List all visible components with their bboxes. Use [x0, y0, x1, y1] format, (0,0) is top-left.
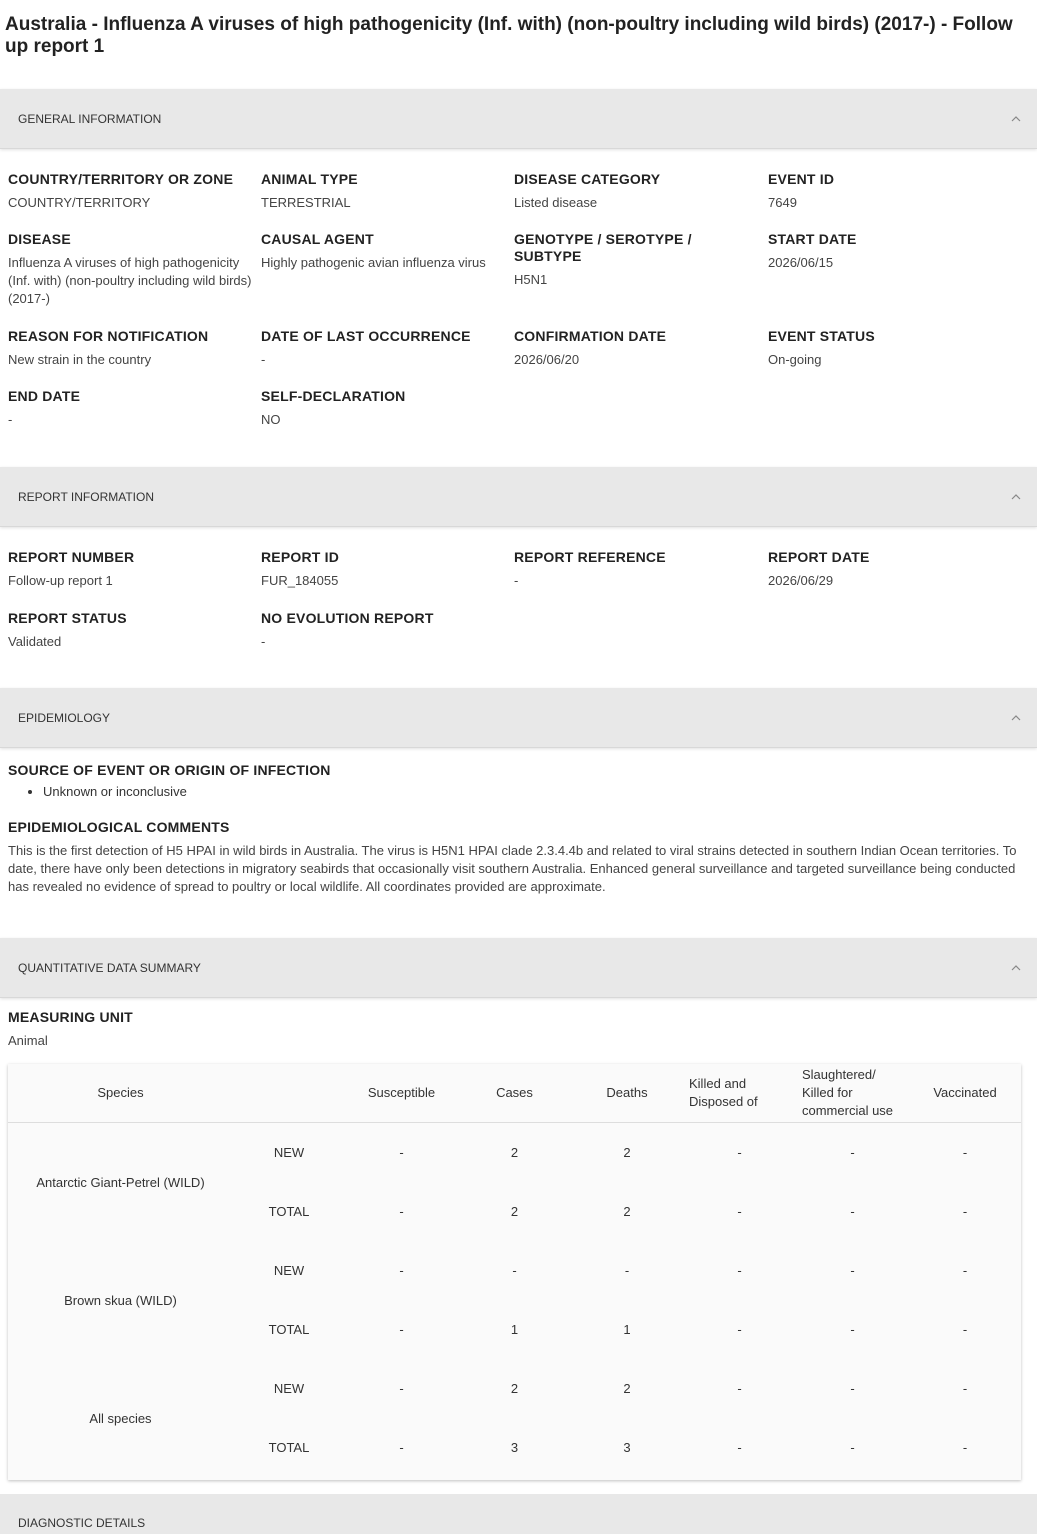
row-type-cell: TOTAL — [268, 1440, 310, 1455]
section-title: DIAGNOSTIC DETAILS — [18, 1516, 146, 1530]
vaccinated-cell: - — [962, 1145, 968, 1160]
chevron-up-icon — [1009, 711, 1023, 725]
field-report-number: REPORT NUMBER Follow-up report 1 — [8, 549, 135, 588]
epidemiological-comments-text: This is the first detection of H5 HPAI in wild birds in Australia. The virus is H5N1 HPAI clade 2.3.4.4b and related to viral strains detected in southern Indian Ocean territories. To date, there have only been detections in migratory seabirds that occasionally visit southern Australia. Enhanced general surveillance and targeted surveillance being conducted has revealed no evidence of spread to poultry or local wildlife. All coordinates provided are approximate. — [8, 843, 1017, 894]
field-end-date: END DATE - — [8, 388, 81, 427]
quantitative-data-table — [8, 1064, 1021, 1477]
section-title: REPORT INFORMATION — [18, 489, 155, 504]
field-self-declaration: SELF-DECLARATION NO — [261, 388, 406, 427]
killed-disposed-cell: - — [737, 1322, 742, 1337]
section-title: GENERAL INFORMATION — [18, 111, 162, 126]
killed-disposed-cell: - — [737, 1145, 742, 1160]
field-confirmation-date: CONFIRMATION DATE 2026/06/20 — [514, 328, 667, 367]
killed-disposed-cell: - — [737, 1440, 742, 1455]
deaths-cell: 2 — [623, 1145, 631, 1160]
chevron-up-icon — [1009, 961, 1023, 975]
deaths-cell: 2 — [623, 1204, 631, 1219]
field-measuring-unit: MEASURING UNIT Animal — [8, 1009, 133, 1048]
section-header-quantitative-data-summary[interactable] — [0, 938, 1037, 998]
deaths-cell: - — [624, 1263, 630, 1278]
row-type-cell: TOTAL — [268, 1322, 310, 1337]
field-genotype-serotype-subtype: GENOTYPE / SEROTYPE / SUBTYPE H5N1 — [514, 231, 692, 287]
vaccinated-cell: - — [962, 1440, 968, 1455]
slaughtered-cell: - — [850, 1322, 855, 1337]
header-cases: Cases — [458, 1064, 571, 1123]
cases-cell: 1 — [510, 1322, 519, 1337]
field-date-of-last-occurrence: DATE OF LAST OCCURRENCE - — [261, 328, 471, 367]
deaths-cell: 2 — [623, 1381, 631, 1396]
field-country-territory-zone: COUNTRY/TERRITORY OR ZONE COUNTRY/TERRITORY — [8, 171, 234, 210]
susceptible-cell: - — [399, 1322, 404, 1337]
species-cell: Brown skua (WILD) — [64, 1292, 177, 1308]
epidemiological-comments-label: EPIDEMIOLOGICAL COMMENTS — [8, 819, 230, 835]
list-item: • Unknown or inconclusive — [43, 784, 187, 799]
vaccinated-cell: - — [962, 1263, 968, 1278]
vaccinated-cell: - — [962, 1204, 968, 1219]
killed-disposed-cell: - — [737, 1381, 742, 1396]
row-type-cell: NEW — [273, 1145, 305, 1160]
susceptible-cell: - — [399, 1145, 404, 1160]
section-title: QUANTITATIVE DATA SUMMARY — [18, 960, 201, 975]
header-susceptible: Susceptible — [345, 1064, 458, 1123]
cases-cell: - — [512, 1263, 517, 1278]
header-vaccinated: Vaccinated — [909, 1064, 1021, 1123]
killed-disposed-cell: - — [737, 1263, 742, 1278]
chevron-up-icon — [1009, 490, 1023, 504]
slaughtered-cell: - — [850, 1204, 855, 1219]
field-causal-agent: CAUSAL AGENT Highly pathogenic avian influenza virus — [261, 231, 486, 270]
header-killed-and-disposed: Killed and Disposed of — [683, 1064, 796, 1123]
field-event-id: EVENT ID 7649 — [768, 171, 835, 210]
chevron-up-icon — [1009, 112, 1023, 126]
field-no-evolution-report: NO EVOLUTION REPORT - — [261, 610, 434, 649]
cases-cell: 2 — [510, 1145, 519, 1160]
slaughtered-cell: - — [850, 1263, 855, 1278]
field-report-status: REPORT STATUS Validated — [8, 610, 127, 649]
cases-cell: 2 — [510, 1381, 519, 1396]
section-header-general-information[interactable] — [0, 89, 1037, 149]
table-row — [8, 1241, 1021, 1300]
slaughtered-cell: - — [850, 1145, 855, 1160]
section-header-epidemiology[interactable] — [0, 688, 1037, 748]
row-type-cell: TOTAL — [268, 1204, 310, 1219]
susceptible-cell: - — [399, 1263, 404, 1278]
species-cell: Antarctic Giant-Petrel (WILD) — [36, 1174, 205, 1190]
field-start-date: START DATE 2026/06/15 — [768, 231, 857, 270]
field-disease: DISEASE Influenza A viruses of high pathogenicity (Inf. with) (non-poultry including wild birds) (2017-) — [8, 231, 252, 306]
header-slaughtered: Slaughtered/ Killed for commercial use — [796, 1064, 909, 1123]
slaughtered-cell: - — [850, 1440, 855, 1455]
species-cell: All species — [89, 1410, 152, 1426]
field-reason-for-notification: REASON FOR NOTIFICATION New strain in the country — [8, 328, 209, 367]
section-header-diagnostic-details[interactable] — [0, 1494, 1037, 1534]
deaths-cell: 3 — [623, 1440, 631, 1455]
row-type-cell: NEW — [273, 1263, 305, 1278]
vaccinated-cell: - — [962, 1322, 968, 1337]
table-row — [8, 1123, 1021, 1183]
source-list — [8, 784, 187, 799]
field-report-date: REPORT DATE 2026/06/29 — [768, 549, 870, 588]
table-row — [8, 1359, 1021, 1418]
header-deaths: Deaths — [571, 1064, 683, 1123]
table-header-row — [8, 1064, 1021, 1123]
susceptible-cell: - — [399, 1204, 404, 1219]
header-type — [233, 1064, 345, 1123]
quantitative-data-table-card — [8, 1064, 1021, 1480]
page-title: Australia - Influenza A viruses of high pathogenicity (Inf. with) (non-poultry including wild birds) (2017-) - Follow up report 1 — [5, 14, 1013, 57]
killed-disposed-cell: - — [737, 1204, 742, 1219]
field-event-status: EVENT STATUS On-going — [768, 328, 875, 367]
row-type-cell: NEW — [273, 1381, 305, 1396]
section-title: EPIDEMIOLOGY — [18, 710, 111, 725]
cases-cell: 2 — [510, 1204, 519, 1219]
slaughtered-cell: - — [850, 1381, 855, 1396]
field-disease-category: DISEASE CATEGORY Listed disease — [514, 171, 661, 210]
susceptible-cell: - — [399, 1381, 404, 1396]
field-report-reference: REPORT REFERENCE - — [514, 549, 666, 588]
field-report-id: REPORT ID FUR_184055 — [261, 549, 340, 588]
cases-cell: 3 — [510, 1440, 519, 1455]
field-animal-type: ANIMAL TYPE TERRESTRIAL — [261, 171, 358, 210]
source-of-event-label: SOURCE OF EVENT OR ORIGIN OF INFECTION — [8, 762, 331, 778]
vaccinated-cell: - — [962, 1381, 968, 1396]
deaths-cell: 1 — [623, 1322, 631, 1337]
section-header-report-information[interactable] — [0, 467, 1037, 527]
header-species: Species — [8, 1064, 233, 1123]
susceptible-cell: - — [399, 1440, 404, 1455]
